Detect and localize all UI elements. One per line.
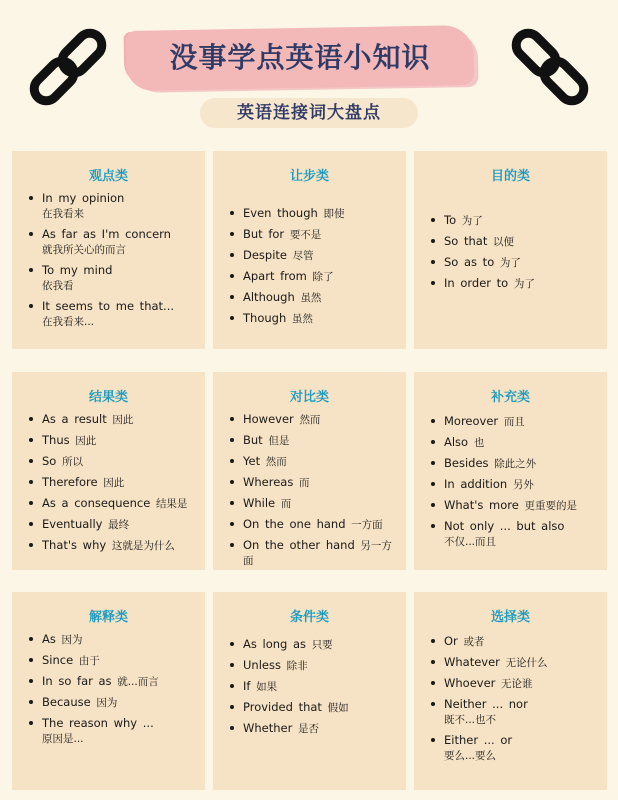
chinese-meaning: 为了 bbox=[513, 278, 535, 290]
connector-list bbox=[229, 206, 402, 332]
connector-list bbox=[229, 412, 402, 574]
english-phrase: Although bbox=[243, 290, 295, 304]
english-phrase: The reason why ... bbox=[42, 716, 154, 730]
chinese-meaning: 原因是... bbox=[42, 733, 84, 745]
english-phrase: Because bbox=[42, 695, 91, 709]
english-phrase: Or bbox=[444, 634, 458, 648]
chinese-meaning: 因为 bbox=[96, 697, 118, 709]
list-item bbox=[430, 634, 603, 649]
connector-list bbox=[430, 634, 603, 769]
category-title: 选择类 bbox=[490, 610, 530, 625]
list-item bbox=[229, 721, 402, 736]
english-phrase: Even though bbox=[243, 206, 318, 220]
chinese-meaning: 但是 bbox=[268, 435, 290, 447]
chinese-meaning: 而 bbox=[280, 498, 292, 510]
english-phrase: To bbox=[444, 213, 457, 227]
connector-list bbox=[430, 213, 603, 297]
chinese-meaning: 这就是为什么 bbox=[111, 540, 175, 552]
chinese-meaning: 以便 bbox=[493, 236, 515, 248]
list-item bbox=[28, 475, 201, 490]
list-item bbox=[28, 227, 201, 257]
list-item bbox=[430, 676, 603, 691]
chinese-meaning: 不仅...而且 bbox=[444, 536, 497, 548]
list-item bbox=[28, 454, 201, 469]
english-phrase: Yet bbox=[243, 454, 261, 468]
connector-list bbox=[430, 414, 603, 555]
english-phrase: Either ... or bbox=[444, 733, 513, 747]
english-phrase: While bbox=[243, 496, 276, 510]
list-item bbox=[28, 674, 201, 689]
list-item bbox=[430, 414, 603, 429]
connector-list bbox=[229, 637, 402, 742]
chinese-meaning: 虽然 bbox=[300, 292, 322, 304]
list-item bbox=[229, 496, 402, 511]
chain-link-icon bbox=[28, 24, 128, 114]
english-phrase: That's why bbox=[42, 538, 107, 552]
chinese-meaning: 最终 bbox=[108, 519, 130, 531]
english-phrase: As a result bbox=[42, 412, 107, 426]
list-item bbox=[229, 637, 402, 652]
chinese-meaning: 要不是 bbox=[289, 229, 322, 241]
english-phrase: As a consequence bbox=[42, 496, 151, 510]
list-item bbox=[430, 234, 603, 249]
list-item bbox=[430, 435, 603, 450]
connector-list bbox=[28, 412, 201, 559]
english-phrase: Whether bbox=[243, 721, 293, 735]
chinese-meaning: 就...而言 bbox=[117, 676, 159, 688]
page-subtitle: 英语连接词大盘点 bbox=[237, 103, 381, 123]
category-card bbox=[12, 372, 205, 570]
chinese-meaning: 为了 bbox=[461, 215, 483, 227]
chinese-meaning: 假如 bbox=[327, 702, 349, 714]
list-item bbox=[28, 517, 201, 532]
chinese-meaning: 更重要的是 bbox=[524, 500, 577, 512]
chinese-meaning: 因此 bbox=[103, 477, 125, 489]
english-phrase: On the other hand bbox=[243, 538, 355, 552]
english-phrase: If bbox=[243, 679, 251, 693]
english-phrase: In my opinion bbox=[42, 191, 125, 205]
english-phrase: As far as I'm concern bbox=[42, 227, 171, 241]
list-item bbox=[430, 697, 603, 727]
chinese-meaning: 另外 bbox=[512, 479, 534, 491]
chinese-meaning: 除了 bbox=[312, 271, 334, 283]
english-phrase: As long as bbox=[243, 637, 307, 651]
chain-link-icon bbox=[490, 24, 590, 114]
english-phrase: It seems to me that... bbox=[42, 299, 175, 313]
english-phrase: In order to bbox=[444, 276, 509, 290]
list-item bbox=[229, 290, 402, 305]
category-title: 解释类 bbox=[88, 610, 128, 625]
list-item bbox=[430, 519, 603, 549]
list-item bbox=[28, 695, 201, 710]
list-item bbox=[229, 248, 402, 263]
chinese-meaning: 因为 bbox=[61, 634, 83, 646]
list-item bbox=[229, 517, 402, 532]
list-item bbox=[430, 477, 603, 492]
english-phrase: So as to bbox=[444, 255, 495, 269]
category-card bbox=[414, 372, 607, 570]
chinese-meaning: 无论什么 bbox=[505, 657, 548, 669]
english-phrase: Though bbox=[243, 311, 287, 325]
category-title: 结果类 bbox=[88, 390, 128, 405]
chinese-meaning: 虽然 bbox=[291, 313, 313, 325]
list-item bbox=[229, 206, 402, 221]
chinese-meaning: 一方面 bbox=[351, 519, 383, 531]
chinese-meaning: 而 bbox=[298, 477, 310, 489]
list-item bbox=[430, 276, 603, 291]
english-phrase: Whatever bbox=[444, 655, 500, 669]
english-phrase: Besides bbox=[444, 456, 489, 470]
list-item bbox=[28, 263, 201, 293]
chinese-meaning: 因此 bbox=[112, 414, 134, 426]
chinese-meaning: 或者 bbox=[463, 636, 485, 648]
chinese-meaning: 为了 bbox=[499, 257, 521, 269]
chinese-meaning: 除此之外 bbox=[494, 458, 537, 470]
list-item bbox=[430, 498, 603, 513]
english-phrase: Unless bbox=[243, 658, 281, 672]
category-card bbox=[12, 151, 205, 349]
english-phrase: As bbox=[42, 632, 56, 646]
category-title: 对比类 bbox=[289, 390, 329, 405]
chinese-meaning: 依我看 bbox=[42, 280, 74, 292]
list-item bbox=[229, 227, 402, 242]
english-phrase: In so far as bbox=[42, 674, 112, 688]
chinese-meaning: 是否 bbox=[298, 723, 319, 735]
list-item bbox=[430, 733, 603, 763]
english-phrase: Moreover bbox=[444, 414, 499, 428]
chinese-meaning: 所以 bbox=[62, 456, 83, 468]
list-item bbox=[28, 496, 201, 511]
list-item bbox=[229, 700, 402, 715]
list-item bbox=[229, 658, 402, 673]
list-item bbox=[229, 311, 402, 326]
english-phrase: What's more bbox=[444, 498, 519, 512]
list-item bbox=[430, 456, 603, 471]
english-phrase: Thus bbox=[42, 433, 70, 447]
chinese-meaning: 无论谁 bbox=[501, 678, 533, 690]
english-phrase: Despite bbox=[243, 248, 288, 262]
category-card bbox=[414, 151, 607, 349]
category-title: 补充类 bbox=[490, 390, 530, 405]
english-phrase: Not only ... but also bbox=[444, 519, 565, 533]
english-phrase: Provided that bbox=[243, 700, 322, 714]
chinese-meaning: 另一方面 bbox=[243, 540, 392, 567]
list-item bbox=[28, 716, 201, 746]
list-item bbox=[430, 655, 603, 670]
list-item bbox=[430, 255, 603, 270]
category-card bbox=[213, 372, 406, 570]
english-phrase: Whereas bbox=[243, 475, 294, 489]
english-phrase: However bbox=[243, 412, 294, 426]
english-phrase: Whoever bbox=[444, 676, 496, 690]
list-item bbox=[229, 475, 402, 490]
english-phrase: So bbox=[42, 454, 57, 468]
list-item bbox=[28, 191, 201, 221]
chinese-meaning: 在我看来... bbox=[42, 316, 95, 328]
list-item bbox=[28, 538, 201, 553]
english-phrase: Apart from bbox=[243, 269, 307, 283]
category-title: 让步类 bbox=[289, 169, 329, 184]
chinese-meaning: 因此 bbox=[75, 435, 97, 447]
chinese-meaning: 然而 bbox=[265, 456, 287, 468]
category-card bbox=[213, 151, 406, 349]
list-item bbox=[229, 269, 402, 284]
english-phrase: On the one hand bbox=[243, 517, 346, 531]
chinese-meaning: 就我所关心的而言 bbox=[42, 244, 126, 256]
chinese-meaning: 在我看来 bbox=[42, 208, 84, 220]
english-phrase: Neither ... nor bbox=[444, 697, 528, 711]
english-phrase: But bbox=[243, 433, 263, 447]
category-card bbox=[213, 592, 406, 790]
category-title: 观点类 bbox=[88, 169, 128, 184]
list-item bbox=[229, 433, 402, 448]
list-item bbox=[28, 653, 201, 668]
chinese-meaning: 由于 bbox=[78, 655, 100, 667]
english-phrase: But for bbox=[243, 227, 285, 241]
connector-list bbox=[28, 191, 201, 335]
english-phrase: In addition bbox=[444, 477, 508, 491]
list-item bbox=[28, 632, 201, 647]
english-phrase: Therefore bbox=[42, 475, 98, 489]
category-card bbox=[12, 592, 205, 790]
category-card bbox=[414, 592, 607, 790]
list-item bbox=[229, 454, 402, 469]
chinese-meaning: 尽管 bbox=[292, 250, 314, 262]
category-title: 目的类 bbox=[490, 169, 530, 184]
chinese-meaning: 然而 bbox=[299, 414, 321, 426]
chinese-meaning: 而且 bbox=[503, 416, 525, 428]
english-phrase: So that bbox=[444, 234, 488, 248]
category-title: 条件类 bbox=[289, 610, 329, 625]
connector-list bbox=[28, 632, 201, 752]
list-item bbox=[28, 433, 201, 448]
chinese-meaning: 除非 bbox=[286, 660, 308, 672]
chinese-meaning: 要么...要么 bbox=[444, 750, 497, 762]
list-item bbox=[229, 538, 402, 568]
chinese-meaning: 也 bbox=[473, 437, 485, 449]
page-title: 没事学点英语小知识 bbox=[169, 41, 431, 74]
header bbox=[0, 0, 618, 140]
list-item bbox=[28, 299, 201, 329]
chinese-meaning: 结果是 bbox=[155, 498, 188, 510]
list-item bbox=[430, 213, 603, 228]
chinese-meaning: 如果 bbox=[256, 681, 278, 693]
list-item bbox=[28, 412, 201, 427]
english-phrase: Since bbox=[42, 653, 74, 667]
list-item bbox=[229, 679, 402, 694]
english-phrase: Eventually bbox=[42, 517, 103, 531]
list-item bbox=[229, 412, 402, 427]
chinese-meaning: 只要 bbox=[311, 639, 333, 651]
chinese-meaning: 即使 bbox=[323, 208, 345, 220]
chinese-meaning: 既不...也不 bbox=[444, 714, 497, 726]
english-phrase: Also bbox=[444, 435, 469, 449]
english-phrase: To my mind bbox=[42, 263, 113, 277]
